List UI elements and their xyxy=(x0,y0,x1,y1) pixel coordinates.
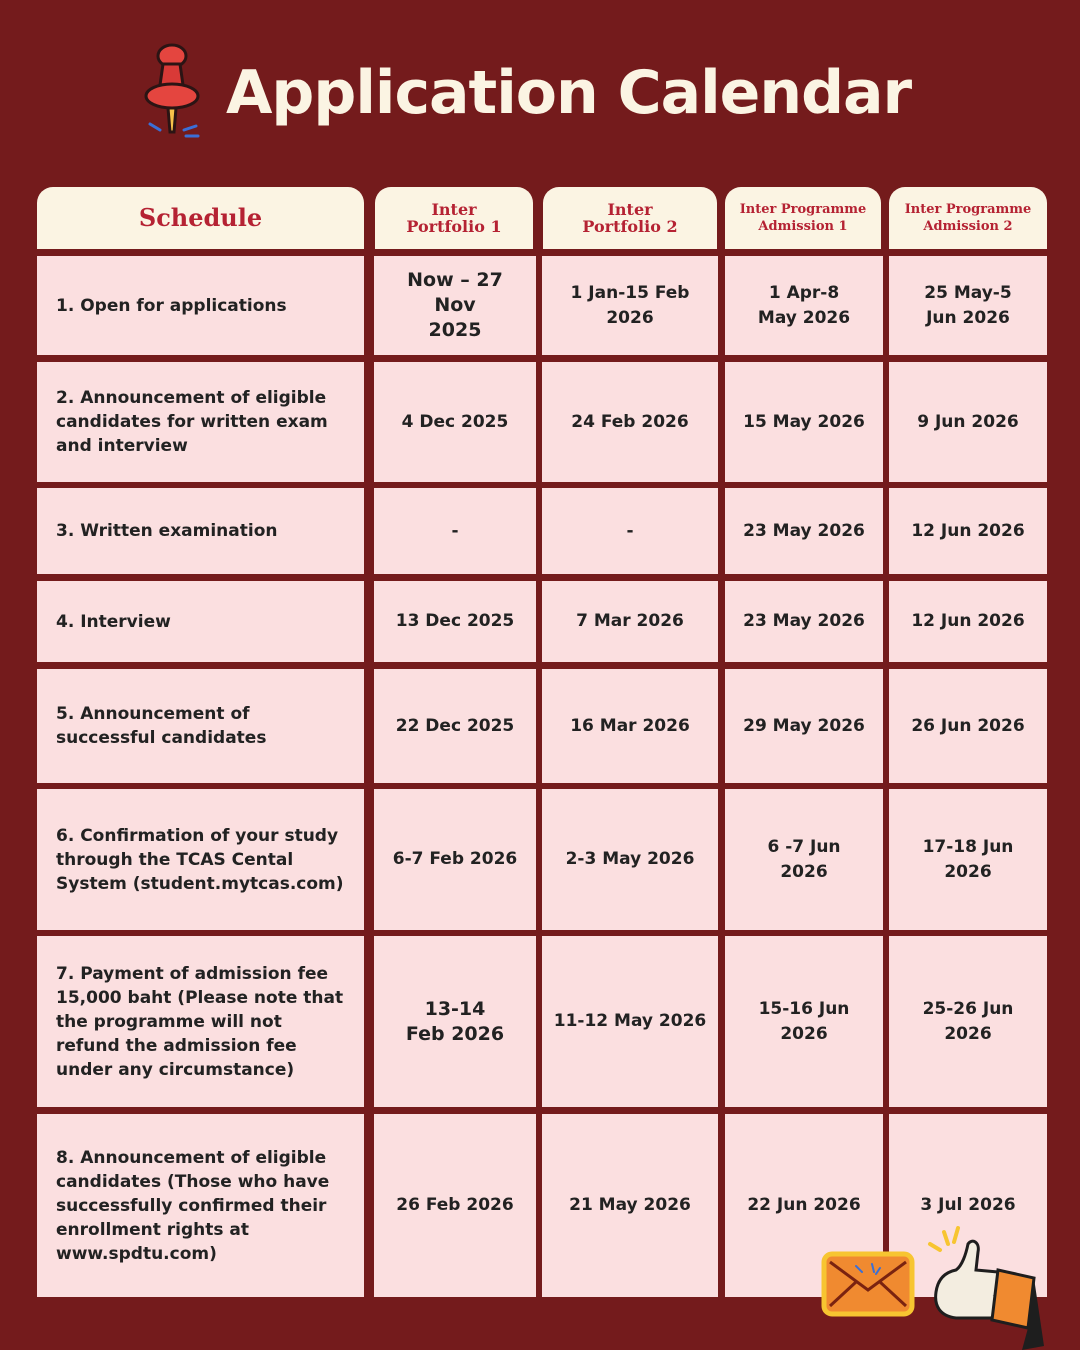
row-label: 6. Confirmation of your study through the TCAS Cental System (student.mytcas.com) xyxy=(37,789,364,930)
row-value: 22 Dec 2025 xyxy=(374,669,536,783)
row-value: 23 May 2026 xyxy=(725,581,883,662)
row-value: 13-14 Feb 2026 xyxy=(374,936,536,1107)
row-value: 12 Jun 2026 xyxy=(889,581,1047,662)
row-value: 3 Jul 2026 xyxy=(889,1114,1047,1297)
header-line: Portfolio 1 xyxy=(406,217,502,236)
row-value: 13 Dec 2025 xyxy=(374,581,536,662)
header-line: Admission 2 xyxy=(923,219,1013,234)
row-value: Now – 27 Nov 2025 xyxy=(374,256,536,355)
row-value: 26 Feb 2026 xyxy=(374,1114,536,1297)
row-value: 11-12 May 2026 xyxy=(542,936,718,1107)
row-value: 9 Jun 2026 xyxy=(889,362,1047,482)
row-value: 29 May 2026 xyxy=(725,669,883,783)
row-value: 12 Jun 2026 xyxy=(889,488,1047,574)
row-value: 1 Apr-8 May 2026 xyxy=(725,256,883,355)
row-value: 2-3 May 2026 xyxy=(542,789,718,930)
row-value: 23 May 2026 xyxy=(725,488,883,574)
row-value: 6-7 Feb 2026 xyxy=(374,789,536,930)
header-line: Inter xyxy=(607,200,653,219)
title-bar xyxy=(0,36,1080,146)
row-value: 16 Mar 2026 xyxy=(542,669,718,783)
row-value: 7 Mar 2026 xyxy=(542,581,718,662)
row-value: 1 Jan-15 Feb 2026 xyxy=(542,256,718,355)
row-value: 17-18 Jun 2026 xyxy=(889,789,1047,930)
row-value: 15-16 Jun 2026 xyxy=(725,936,883,1107)
envelope-icon xyxy=(820,1250,916,1318)
row-label: 2. Announcement of eligible candidates for written exam and interview xyxy=(37,362,364,482)
row-label: 5. Announcement of successful candidates xyxy=(37,669,364,783)
row-label: 8. Announcement of eligible candidates (Those who have successfully confirmed their enrollment rights at www.spdtu.com) xyxy=(37,1114,364,1297)
header-line: Schedule xyxy=(138,203,263,232)
header-schedule xyxy=(37,187,364,249)
header-column-1 xyxy=(375,187,533,249)
page-title: Application Calendar xyxy=(226,58,912,128)
header-column-2 xyxy=(543,187,717,249)
row-value: 22 Jun 2026 xyxy=(725,1114,883,1297)
row-value: 25 May-5 Jun 2026 xyxy=(889,256,1047,355)
row-label: 1. Open for applications xyxy=(37,256,364,355)
row-value: 6 -7 Jun 2026 xyxy=(725,789,883,930)
row-label: 4. Interview xyxy=(37,581,364,662)
header-column-4 xyxy=(889,187,1047,249)
header-line: Inter Programme xyxy=(739,202,867,217)
row-value: - xyxy=(374,488,536,574)
row-value: 21 May 2026 xyxy=(542,1114,718,1297)
header-line: Inter xyxy=(431,200,477,219)
row-value: - xyxy=(542,488,718,574)
header-line: Inter Programme xyxy=(904,202,1032,217)
header-line: Admission 1 xyxy=(758,219,848,234)
header-column-3 xyxy=(725,187,881,249)
push-pin-icon xyxy=(138,40,204,140)
header-line: Portfolio 2 xyxy=(582,217,678,236)
thumbs-up-icon xyxy=(926,1226,1050,1350)
row-value: 24 Feb 2026 xyxy=(542,362,718,482)
row-label: 7. Payment of admission fee 15,000 baht (Please note that the programme will not refund the admission fee under any circumstance) xyxy=(37,936,364,1107)
row-value: 4 Dec 2025 xyxy=(374,362,536,482)
row-value: 15 May 2026 xyxy=(725,362,883,482)
row-value: 25-26 Jun 2026 xyxy=(889,936,1047,1107)
row-label: 3. Written examination xyxy=(37,488,364,574)
row-value: 26 Jun 2026 xyxy=(889,669,1047,783)
